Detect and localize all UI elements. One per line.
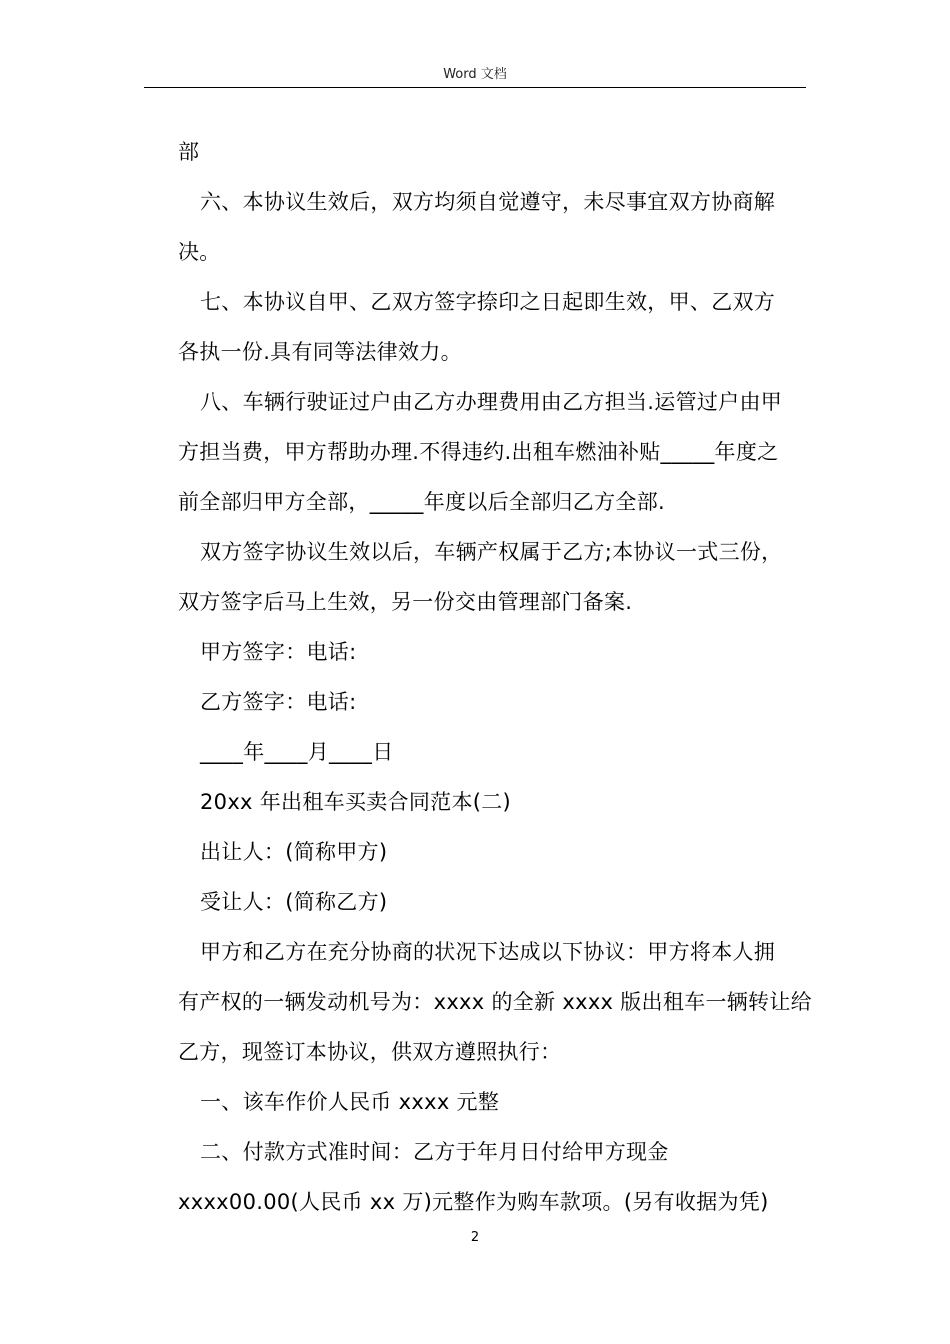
text-line: 出让人：(简称甲方) xyxy=(200,840,388,864)
text-line: 乙方，现签订本协议，供双方遵照执行： xyxy=(178,1040,562,1064)
text-line: 八、车辆行驶证过户由乙方办理费用由乙方担当.运管过户由甲 xyxy=(200,390,783,414)
text-line: 各执一份.具有同等法律效力。 xyxy=(178,340,462,364)
document-header: Word 文档 xyxy=(443,67,507,82)
text-line: 二、付款方式准时间：乙方于年月日付给甲方现金 xyxy=(200,1140,669,1164)
text-line: 六、本协议生效后，双方均须自觉遵守，未尽事宜双方协商解 xyxy=(200,190,776,214)
text-line: 前全部归甲方全部，_____年度以后全部归乙方全部. xyxy=(178,490,665,514)
page-number: 2 xyxy=(470,1230,480,1245)
text-line: 双方签字协议生效以后，车辆产权属于乙方;本协议一式三份， xyxy=(200,540,783,564)
text-line: 有产权的一辆发动机号为：xxxx 的全新 xxxx 版出租车一辆转让给 xyxy=(178,990,812,1014)
text-line: 方担当费，甲方帮助办理.不得违约.出租车燃油补贴_____年度之 xyxy=(178,440,779,464)
text-line: 甲方和乙方在充分协商的状况下达成以下协议：甲方将本人拥 xyxy=(200,940,776,964)
text-line: ____年____月____日 xyxy=(200,740,394,764)
text-line: 双方签字后马上生效，另一份交由管理部门备案. xyxy=(178,590,633,614)
text-line: 一、该车作价人民币 xxxx 元整 xyxy=(200,1090,500,1114)
text-line: 乙方签字：电话: xyxy=(200,690,357,714)
text-line: 决。 xyxy=(178,240,221,264)
text-line: xxxx00.00(人民币 xx 万)元整作为购车款项。(另有收据为凭) xyxy=(178,1190,769,1214)
text-line: 受让人：(简称乙方) xyxy=(200,890,388,914)
header-divider xyxy=(144,87,806,88)
text-line: 部 xyxy=(178,140,200,164)
document-body xyxy=(178,127,812,1227)
text-line: 甲方签字：电话: xyxy=(200,640,357,664)
text-line: 20xx 年出租车买卖合同范本(二) xyxy=(200,790,512,814)
text-line: 七、本协议自甲、乙双方签字捺印之日起即生效，甲、乙双方 xyxy=(200,290,776,314)
